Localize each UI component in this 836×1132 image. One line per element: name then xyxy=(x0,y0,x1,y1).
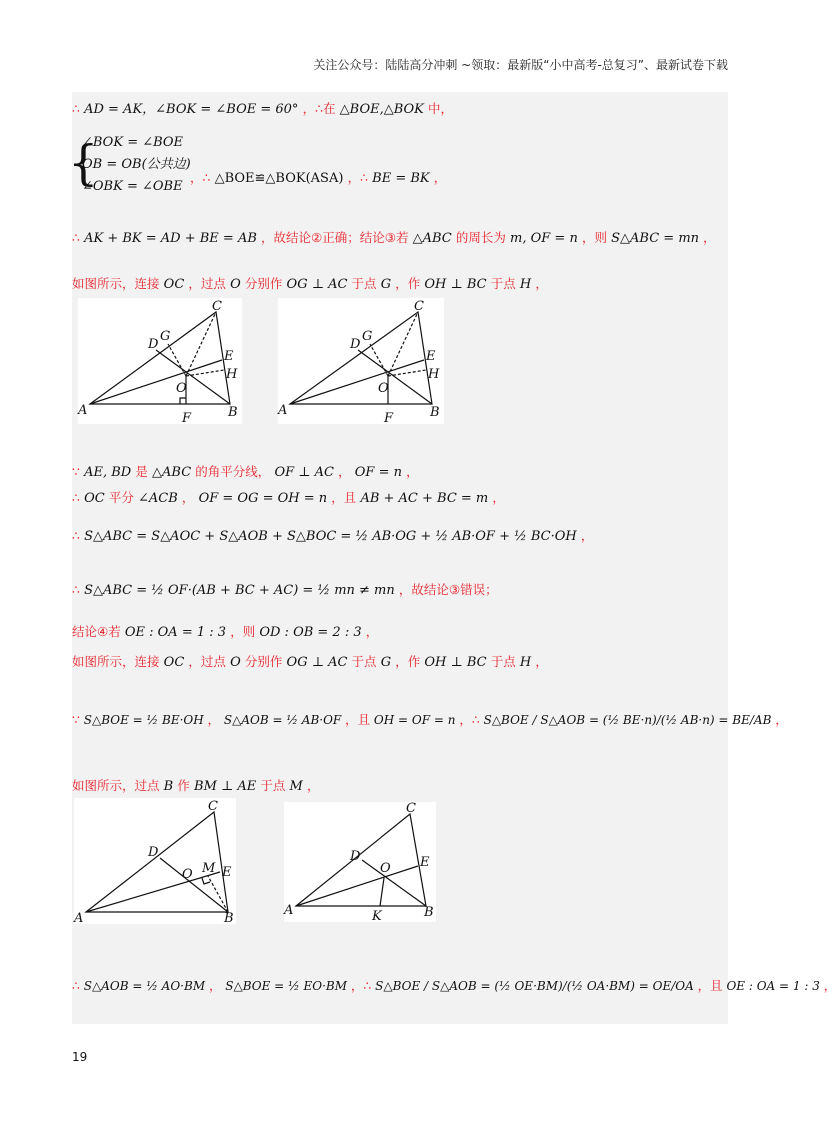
math-expression: OH ⊥ BC xyxy=(424,277,487,292)
label-d: D xyxy=(148,337,159,352)
text-segment: ，过点 xyxy=(188,276,226,291)
text-segment: ，且 xyxy=(345,712,371,727)
math-expression: BM ⊥ AE xyxy=(194,779,257,794)
text-segment: ， xyxy=(338,464,351,479)
text-segment: ，∴ xyxy=(350,978,372,993)
triangle-figure-4 xyxy=(284,802,436,922)
line-4 xyxy=(72,274,548,292)
math-expression: S△AOB = ½ AO·BM xyxy=(83,979,206,993)
math-expression: ∠ACB xyxy=(138,491,178,506)
label-o: O xyxy=(378,381,389,396)
math-expression: OF = OG = OH = n xyxy=(198,491,328,506)
math-expression: △BOE,△BOK xyxy=(339,102,424,117)
math-expression: G xyxy=(380,655,392,670)
therefore-symbol: ∴ xyxy=(72,101,80,116)
math-expression: S△BOE / S△AOB = (½ BE·n)/(½ AB·n) = BE/AB xyxy=(483,713,772,727)
math-expression: OG ⊥ AC xyxy=(286,655,348,670)
text-segment: ， xyxy=(492,490,505,505)
text-segment: ， xyxy=(580,528,594,543)
math-expression: S△ABC = mn xyxy=(611,231,700,246)
label-h: H xyxy=(428,367,440,382)
line-8 xyxy=(72,580,498,598)
line-12 xyxy=(72,776,320,794)
text-segment: 是 xyxy=(135,464,148,479)
label-d: D xyxy=(350,849,361,864)
text-segment: ， xyxy=(703,230,716,245)
text-segment: 结论④若 xyxy=(72,624,121,639)
text-segment: ， xyxy=(433,170,447,185)
math-expression: S△AOB = ½ AB·OF xyxy=(223,713,342,727)
label-a: A xyxy=(78,403,88,418)
label-o: O xyxy=(182,867,193,882)
label-a: A xyxy=(284,903,294,918)
line-6 xyxy=(72,488,505,506)
math-expression: AK + BK = AD + BE = AB xyxy=(84,231,257,246)
therefore-symbol: ∴ xyxy=(72,230,80,245)
label-g: G xyxy=(160,329,171,344)
text-segment: 于点 xyxy=(351,654,377,669)
label-c: C xyxy=(208,799,218,814)
system-line: ∠OBK = ∠OBE xyxy=(82,179,183,194)
line-9 xyxy=(72,622,378,640)
label-b: B xyxy=(228,405,238,420)
label-m: M xyxy=(202,861,216,876)
math-expression: m, OF = n xyxy=(510,231,578,246)
math-expression: O xyxy=(230,655,241,670)
line-10 xyxy=(72,652,548,670)
text-segment: ，∴ xyxy=(190,170,211,185)
label-e: E xyxy=(222,865,232,880)
text-segment: ， xyxy=(823,978,836,993)
label-c: C xyxy=(212,299,222,314)
text-segment: 于点 xyxy=(490,654,516,669)
text-segment: 于点 xyxy=(351,276,377,291)
label-o: O xyxy=(380,861,391,876)
text-segment: ， xyxy=(307,778,320,793)
label-d: D xyxy=(350,337,361,352)
math-expression: H xyxy=(519,277,532,292)
line-3 xyxy=(72,228,716,246)
math-expression: AE, BD xyxy=(84,465,132,480)
math-expression: H xyxy=(519,655,532,670)
text-segment: 于点 xyxy=(490,276,516,291)
math-expression: G xyxy=(380,277,392,292)
line-7 xyxy=(72,526,593,544)
text-segment: ， xyxy=(181,490,195,505)
text-segment: ， xyxy=(535,276,548,291)
math-expression: OC xyxy=(163,655,185,670)
brace-icon: { xyxy=(68,135,99,191)
math-expression: OF ⊥ AC xyxy=(274,465,334,480)
math-expression: M xyxy=(289,779,303,794)
triangle-figure-2 xyxy=(278,298,444,424)
label-o: O xyxy=(176,381,187,396)
text-segment: 的角平分线， xyxy=(195,464,271,479)
math-expression: S△ABC = S△AOC + S△AOB + S△BOC = ½ AB·OG + ½ AB·OF + ½ BC·OH xyxy=(84,529,577,544)
text-segment: ，∴ xyxy=(459,712,480,727)
therefore-symbol: ∴ xyxy=(72,978,80,993)
label-b: B xyxy=(430,405,440,420)
text-segment: ， xyxy=(208,978,222,993)
math-expression: S△BOE = ½ EO·BM xyxy=(225,979,348,993)
math-expression: S△BOE / S△AOB = (½ OE·BM)/(½ OA·BM) = OE/OA xyxy=(375,979,694,993)
text-segment: ， xyxy=(207,712,221,727)
therefore-symbol: ∴ xyxy=(72,582,80,597)
math-expression: BE = BK xyxy=(372,171,430,186)
label-a: A xyxy=(74,911,84,926)
math-expression: S△BOE = ½ BE·OH xyxy=(83,713,204,727)
equation-system xyxy=(82,132,191,198)
math-expression: OC xyxy=(163,277,185,292)
text-segment: 于点 xyxy=(260,778,286,793)
label-e: E xyxy=(420,855,430,870)
line-2 xyxy=(190,168,446,186)
label-e: E xyxy=(224,349,234,364)
math-expression: O xyxy=(230,277,241,292)
label-c: C xyxy=(406,801,416,816)
math-expression: B xyxy=(163,779,174,794)
text-segment: ，故结论②正确；结论③若 xyxy=(261,230,409,245)
math-expression: OD : OB = 2 : 3 xyxy=(259,625,362,640)
solution-content xyxy=(68,92,836,1024)
therefore-symbol: ∴ xyxy=(72,528,80,543)
line-1 xyxy=(72,98,453,117)
text-segment: ，∴在 xyxy=(302,101,336,116)
math-expression: OH = OF = n xyxy=(373,713,456,727)
text-segment: ， xyxy=(406,464,419,479)
triangle-figure-1 xyxy=(78,298,242,424)
label-f: F xyxy=(182,411,192,426)
because-symbol: ∵ xyxy=(72,712,80,727)
math-expression: AB + AC + BC = m xyxy=(360,491,489,506)
text-segment: ，作 xyxy=(395,276,421,291)
system-line: ∠BOK = ∠BOE xyxy=(82,135,184,150)
page-header: 关注公众号：陆陆高分冲刺 ~领取：最新版“小中高考-总复习”、最新试卷下载 xyxy=(313,58,728,72)
label-f: F xyxy=(384,411,394,426)
text-segment: ，则 xyxy=(230,624,256,639)
text-segment: ，则 xyxy=(581,230,607,245)
text-segment: ， xyxy=(365,624,379,639)
text-segment: 分别作 xyxy=(244,654,283,669)
label-d: D xyxy=(148,845,159,860)
label-b: B xyxy=(424,905,434,920)
math-expression: OG ⊥ AC xyxy=(286,277,348,292)
text-segment: ， xyxy=(535,654,548,669)
text-segment: 分别作 xyxy=(244,276,283,291)
text-segment: 如图所示，连接 xyxy=(72,654,160,669)
text-segment: 如图所示，连接 xyxy=(72,276,160,291)
text-segment: ，且 xyxy=(331,490,357,505)
text-segment: 作 xyxy=(177,778,190,793)
line-13 xyxy=(72,976,836,994)
label-a: A xyxy=(278,403,288,418)
text-segment: 平分 xyxy=(108,490,134,505)
text-segment: ， xyxy=(775,712,788,727)
math-expression: △ABC xyxy=(152,465,192,480)
text-segment: 的周长为 xyxy=(455,230,506,245)
text-segment: ，∴ xyxy=(347,170,369,185)
math-expression: OC xyxy=(84,491,105,506)
label-e: E xyxy=(426,349,436,364)
line-11 xyxy=(72,710,788,728)
label-k: K xyxy=(372,909,382,924)
therefore-symbol: ∴ xyxy=(72,490,80,505)
text-segment: 如图所示，过点 xyxy=(72,778,160,793)
math-expression: OE : OA = 1 : 3 xyxy=(124,625,227,640)
because-symbol: ∵ xyxy=(72,464,80,479)
text-segment: ，故结论③错误； xyxy=(398,582,498,597)
line-5 xyxy=(72,462,419,480)
text-segment: ，过点 xyxy=(188,654,226,669)
triangle-figure-3 xyxy=(74,798,236,924)
math-expression: OF = n xyxy=(354,465,402,480)
math-expression: AD = AK，∠BOK = ∠BOE = 60° xyxy=(84,102,299,117)
math-expression: △ABC xyxy=(412,231,452,246)
system-line: OB = OB(公共边) xyxy=(82,157,191,172)
text-segment: 中， xyxy=(428,101,454,116)
math-expression: OE : OA = 1 : 3 xyxy=(726,979,820,993)
label-c: C xyxy=(414,299,424,314)
page-number: 19 xyxy=(72,1050,88,1064)
label-b: B xyxy=(224,911,234,926)
math-expression: △BOE≌△BOK(ASA) xyxy=(214,171,344,186)
text-segment: ，且 xyxy=(697,978,723,993)
text-segment: ，作 xyxy=(395,654,421,669)
label-h: H xyxy=(226,367,238,382)
label-g: G xyxy=(362,329,373,344)
math-expression: S△ABC = ½ OF·(AB + BC + AC) = ½ mn ≠ mn xyxy=(84,583,395,598)
math-expression: OH ⊥ BC xyxy=(424,655,487,670)
